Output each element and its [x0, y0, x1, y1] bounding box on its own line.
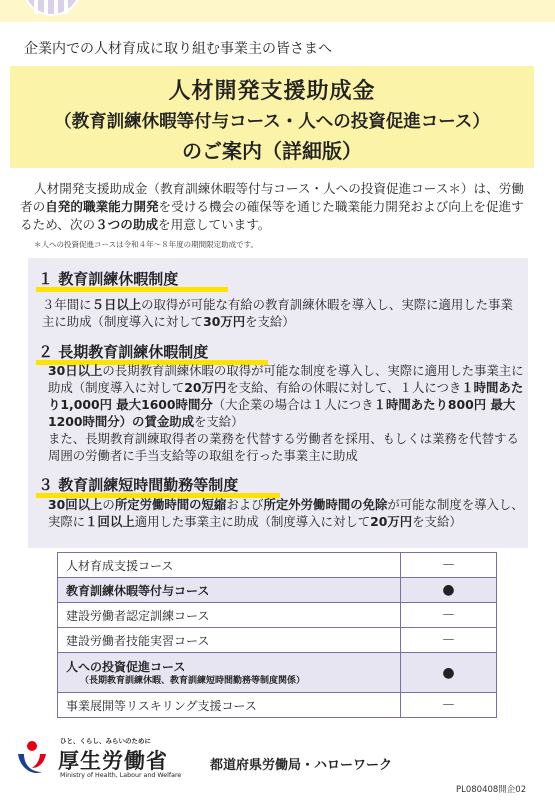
- course-name: 人への投資促進コース: [66, 659, 186, 674]
- course-mark: －: [401, 693, 497, 718]
- course-mark: －: [401, 553, 497, 578]
- section-1-heading: １ 教育訓練休暇制度: [36, 268, 180, 289]
- table-row: [58, 603, 497, 628]
- course-mark: ●: [401, 578, 497, 603]
- course-mark: －: [401, 628, 497, 653]
- document-code: PL080408開企02: [456, 785, 527, 795]
- title-courses: （教育訓練休暇等付与コース・人への投資促進コース）: [54, 112, 490, 132]
- title-main: 人材開発支援助成金: [168, 79, 376, 104]
- course-name: 建設労働者技能実習コース: [58, 628, 401, 653]
- ministry-slogan: ひと、くらし、みらいのために: [60, 737, 151, 745]
- description: 人材開発支援助成金（教育訓練休暇等付与コース・人への投資促進コース＊）は、労働者の自発的職業能力開発を受ける機会の確保等を通じた職業能力開発および向上を促進するため、次の３つの助成を用意しています。: [20, 181, 524, 232]
- table-row: [58, 578, 497, 603]
- ministry-logo: [10, 736, 210, 782]
- ministry-name-jp: 厚生労働省: [58, 748, 168, 773]
- section-2-body: 30日以上の長期教育訓練休暇の取得が可能な制度を導入し、実際に適用した事業主に助成（制度導入に対して20万円を支給、有給の休暇に対して、１人につき１時間あたり1,000円 最大1600時間分（大企業の場合は１人につき１時間あたり800円 最大1200時間分）の賃金助成を支給） また、長期教育訓練取得者の業務を代替する労働者を採用、もしくは業務を代替する周囲の労働者に手当支給等の取組を行った事業主に助成: [48, 363, 524, 463]
- intro-text: 企業内での人材育成に取り組む事業主の皆さまへ: [24, 41, 332, 57]
- title-detail: のご案内（詳細版）: [182, 139, 362, 163]
- section-1-body: ３年間に５日以上の取得が可能な有給の教育訓練休暇を導入し、実際に適用した事業主に助成（制度導入に対して30万円を支給）: [42, 297, 513, 329]
- course-name-cell: [58, 653, 401, 693]
- table-row: [58, 693, 497, 718]
- contact-offices: 都道府県労働局・ハローワーク: [210, 758, 393, 773]
- period-note: ＊人への投資促進コースは令和４年～８年度の期間限定助成です。: [34, 240, 259, 249]
- table-row: [58, 553, 497, 578]
- top-band: [0, 0, 555, 22]
- course-mark: ●: [401, 653, 497, 693]
- course-table: [57, 552, 497, 718]
- course-name: 事業展開等リスキリング支援コース: [58, 693, 401, 718]
- course-name: 教育訓練休暇等付与コース: [58, 578, 401, 603]
- course-subtitle: （長期教育訓練休暇、教育訓練短時間勤務等制度関係）: [80, 675, 306, 686]
- course-name: 建設労働者認定訓練コース: [58, 603, 401, 628]
- ministry-emblem-icon: [12, 738, 52, 778]
- section-3-body: 30回以上の所定労働時間の短縮および所定外労働時間の免除が可能な制度を導入し、実際に１回以上適用した事業主に助成（制度導入に対して20万円を支給）: [48, 497, 524, 529]
- title-box: [10, 66, 534, 168]
- section-3-heading: ３ 教育訓練短時間勤務等制度: [36, 474, 240, 495]
- section-2-heading: ２ 長期教育訓練休暇制度: [36, 341, 210, 362]
- table-row: [58, 628, 497, 653]
- course-mark: －: [401, 603, 497, 628]
- ministry-name-en: Ministry of Health, Labour and Welfare: [60, 772, 182, 779]
- course-name: 人材育成支援コース: [58, 553, 401, 578]
- table-row: [58, 653, 497, 693]
